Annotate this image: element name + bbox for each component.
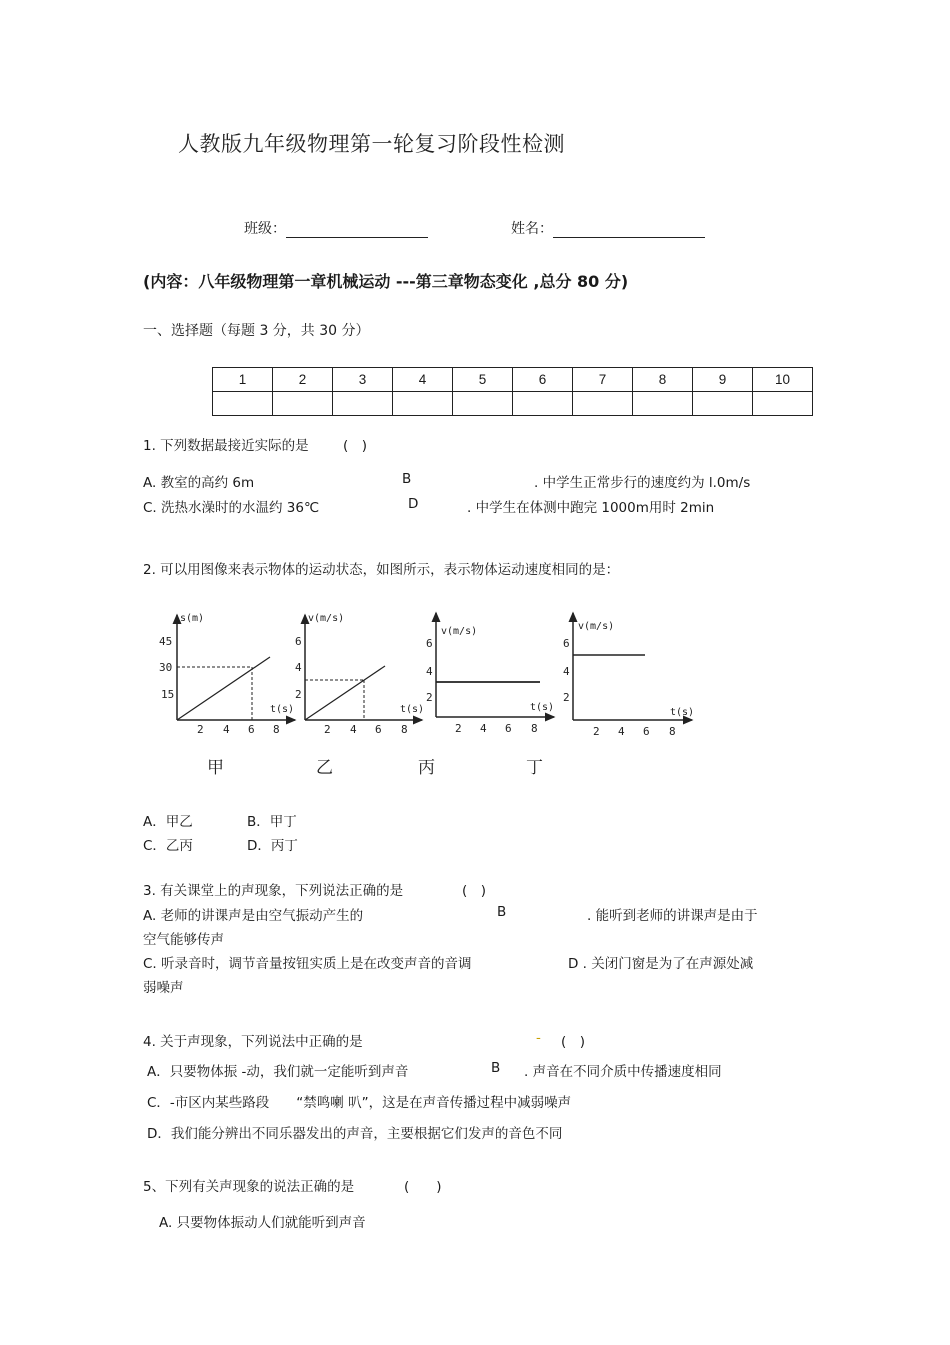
q5-option-a: A. 只要物体振动人们就能听到声音 — [159, 1215, 366, 1231]
answer-col-number: 8 — [633, 368, 693, 392]
q5-stem: 5、下列有关声现象的说法正确的是 — [143, 1179, 355, 1195]
q4-answer-paren: ( ) — [561, 1034, 586, 1050]
tick-label: 4 — [563, 665, 570, 678]
q1-stem: 1. 下列数据最接近实际的是 — [143, 438, 309, 454]
class-blank[interactable] — [286, 223, 428, 238]
answer-cell[interactable] — [633, 392, 693, 416]
answer-table-header-row — [213, 368, 813, 392]
tick-label: 15 — [161, 688, 175, 701]
tick-label: 45 — [159, 635, 173, 648]
answer-cell[interactable] — [393, 392, 453, 416]
section-heading: 一、选择题（每题 3 分，共 30 分） — [143, 323, 370, 339]
answer-col-number: 4 — [393, 368, 453, 392]
q4-option-c: C．-市区内某些路段 “禁鸣喇 叭”，这是在声音传播过程中减弱噪声 — [147, 1095, 572, 1111]
tick-label: 6 — [563, 637, 570, 650]
q5-answer-paren: ( ) — [404, 1179, 442, 1195]
tick-label: 8 — [669, 725, 676, 738]
tick-label: 6 — [375, 723, 382, 736]
graph-jia — [159, 613, 295, 736]
graph-yi — [295, 613, 424, 736]
graph-bing-xlabel: t(s) — [530, 702, 555, 713]
graph-ding-xlabel: t(s) — [670, 707, 695, 718]
q2-option-d: D．丙丁 — [247, 838, 298, 854]
q4-option-b-letter: B — [491, 1060, 501, 1076]
answer-table-answer-row — [213, 392, 813, 416]
graph-caption-jia: 甲 — [207, 758, 224, 778]
q2-stem: 2. 可以用图像来表示物体的运动状态，如图所示，表示物体运动速度相同的是： — [143, 562, 620, 578]
graph-caption-yi: 乙 — [316, 758, 333, 778]
answer-col-number: 6 — [513, 368, 573, 392]
q3-option-b-letter: B — [497, 904, 507, 920]
q2-option-a: A．甲乙 — [143, 814, 193, 830]
q4-option-d: D．我们能分辨出不同乐器发出的声音，主要根据它们发声的音色不同 — [147, 1126, 563, 1142]
name-field — [511, 218, 705, 238]
graph-caption-ding: 丁 — [526, 758, 543, 778]
tick-label: 30 — [159, 661, 173, 674]
class-label: 班级： — [244, 221, 286, 237]
name-blank[interactable] — [553, 223, 705, 238]
page-title: 人教版九年级物理第一轮复习阶段性检测 — [178, 132, 565, 156]
graph-yi-ylabel: v(m/s) — [308, 613, 345, 624]
tick-label: 4 — [350, 723, 357, 736]
q4-stem: 4. 关于声现象，下列说法中正确的是 — [143, 1034, 363, 1050]
graph-jia-ylabel: s(m) — [180, 613, 205, 624]
tick-label: 4 — [480, 722, 487, 735]
q2-option-c: C．乙丙 — [143, 838, 193, 854]
answer-cell[interactable] — [573, 392, 633, 416]
graph-jia-line — [177, 657, 270, 720]
tick-label: 2 — [563, 691, 570, 704]
q4-option-b: . 声音在不同介质中传播速度相同 — [524, 1064, 722, 1080]
tick-label: 8 — [531, 722, 538, 735]
q1-option-a: A. 教室的高约 6m — [143, 475, 255, 491]
q4-option-a: A．只要物体振 -动，我们就一定能听到声音 — [147, 1064, 409, 1080]
name-label: 姓名： — [511, 221, 553, 237]
q2-graphs-figure — [140, 605, 710, 790]
tick-label: 4 — [223, 723, 230, 736]
graph-yi-xlabel: t(s) — [400, 704, 425, 715]
answer-table — [212, 367, 813, 416]
q3-option-b: . 能听到老师的讲课声是由于 — [587, 908, 758, 924]
q1-option-d-letter: D — [408, 496, 419, 512]
answer-cell[interactable] — [693, 392, 753, 416]
tick-label: 6 — [643, 725, 650, 738]
tick-label: 4 — [426, 665, 433, 678]
q2-option-b: B．甲丁 — [247, 814, 297, 830]
tick-label: 2 — [455, 722, 462, 735]
answer-cell[interactable] — [333, 392, 393, 416]
tick-label: 4 — [295, 661, 302, 674]
graph-yi-line — [305, 666, 385, 720]
q3-option-b-continued: 空气能够传声 — [143, 932, 224, 948]
answer-col-number: 3 — [333, 368, 393, 392]
graph-ding — [563, 613, 694, 738]
graph-bing — [426, 613, 554, 735]
q3-stem: 3. 有关课堂上的声现象，下列说法正确的是 — [143, 883, 404, 899]
tick-label: 2 — [324, 723, 331, 736]
q3-option-d: D . 关闭门窗是为了在声源处减 — [568, 956, 754, 972]
graph-ding-ylabel: v(m/s) — [578, 621, 615, 632]
answer-cell[interactable] — [273, 392, 333, 416]
q3-option-a: A. 老师的讲课声是由空气振动产生的 — [143, 908, 364, 924]
answer-cell[interactable] — [453, 392, 513, 416]
graph-jia-xlabel: t(s) — [270, 704, 295, 715]
q1-option-c: C. 洗热水澡时的水温约 36℃ — [143, 500, 320, 516]
tick-label: 6 — [505, 722, 512, 735]
class-field — [244, 218, 428, 238]
q1-option-b-letter: B — [402, 471, 412, 487]
q4-mark: - — [536, 1030, 541, 1046]
q3-answer-paren: ( ) — [462, 883, 487, 899]
tick-label: 2 — [197, 723, 204, 736]
q1-option-d: . 中学生在体测中跑完 1000m用时 2min — [467, 500, 715, 516]
q3-option-c: C. 听录音时，调节音量按钮实质上是在改变声音的音调 — [143, 956, 472, 972]
q1-option-b: . 中学生正常步行的速度约为 l.0m/s — [534, 475, 751, 491]
answer-cell[interactable] — [213, 392, 273, 416]
graph-bing-ylabel: v(m/s) — [441, 626, 478, 637]
tick-label: 2 — [295, 688, 302, 701]
tick-label: 8 — [273, 723, 280, 736]
tick-label: 6 — [426, 637, 433, 650]
q1-answer-paren: ( ) — [343, 438, 368, 454]
tick-label: 6 — [248, 723, 255, 736]
answer-cell[interactable] — [753, 392, 813, 416]
answer-col-number: 2 — [273, 368, 333, 392]
tick-label: 4 — [618, 725, 625, 738]
content-note: (内容：八年级物理第一章机械运动 ---第三章物态变化 ,总分 80 分) — [143, 272, 629, 291]
answer-col-number: 10 — [753, 368, 813, 392]
answer-col-number: 1 — [213, 368, 273, 392]
tick-label: 6 — [295, 635, 302, 648]
answer-cell[interactable] — [513, 392, 573, 416]
q3-option-d-continued: 弱噪声 — [143, 980, 184, 996]
tick-label: 2 — [593, 725, 600, 738]
graph-caption-bing: 丙 — [418, 758, 435, 778]
answer-col-number: 7 — [573, 368, 633, 392]
tick-label: 2 — [426, 691, 433, 704]
answer-col-number: 5 — [453, 368, 513, 392]
tick-label: 8 — [401, 723, 408, 736]
answer-col-number: 9 — [693, 368, 753, 392]
